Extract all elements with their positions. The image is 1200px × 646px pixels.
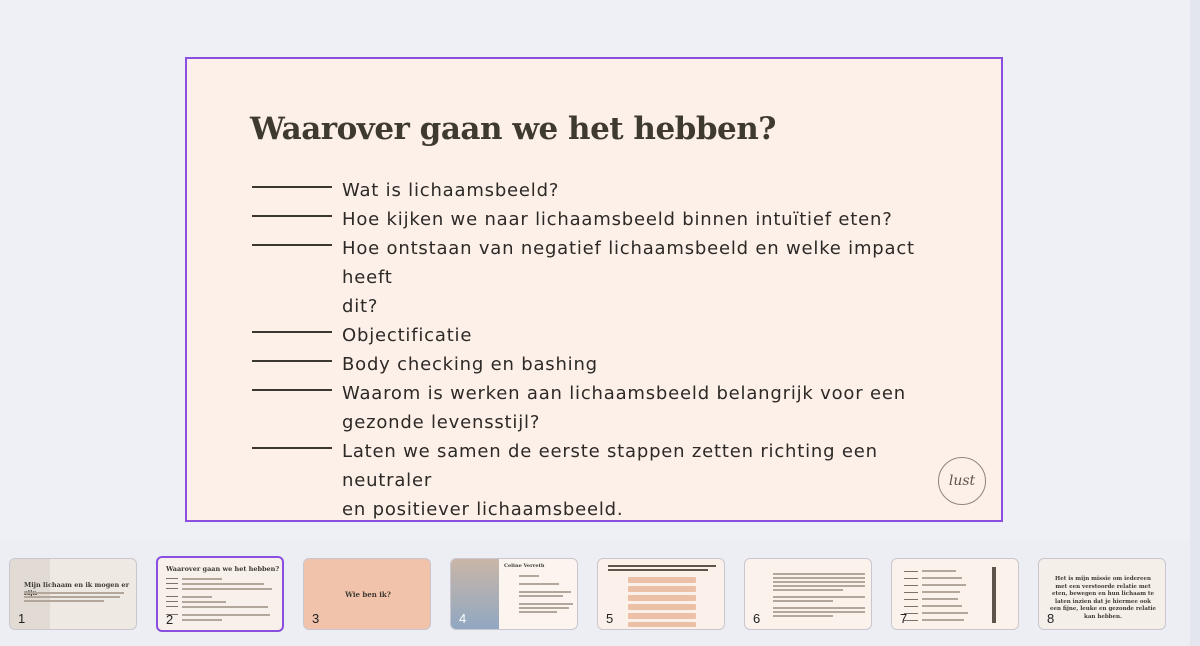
agenda-item — [252, 176, 942, 205]
agenda-rule — [252, 244, 332, 246]
thumbnail-rule — [904, 606, 918, 607]
agenda-item-text-continued: dit? — [342, 296, 379, 317]
thumbnail-text-line — [922, 584, 966, 586]
thumbnail-vertical-title — [992, 567, 996, 623]
thumbnail-block — [628, 595, 696, 601]
thumbnail-text-line — [182, 606, 268, 608]
thumbnail-rule — [166, 596, 178, 597]
agenda-item — [252, 234, 942, 321]
thumbnail-slide-2[interactable] — [156, 556, 284, 632]
slide-filmstrip — [0, 548, 1200, 646]
thumbnail-text-line — [182, 596, 212, 598]
thumbnail-text-line — [24, 600, 104, 602]
thumbnail-number: 8 — [1047, 611, 1055, 626]
thumbnail-block — [628, 613, 696, 619]
thumbnail-title: Wie ben ik? — [345, 590, 391, 599]
agenda-rule — [252, 331, 332, 333]
agenda-item-text: Objectificatie — [342, 325, 473, 346]
thumbnail-text-line — [922, 619, 964, 621]
thumbnail-text-line — [519, 595, 563, 597]
thumbnail-rule — [166, 606, 178, 607]
thumbnail-text-line — [608, 569, 708, 571]
thumbnail-text-line — [773, 600, 833, 602]
brand-logo — [938, 457, 986, 505]
thumbnail-text-line — [922, 598, 958, 600]
thumbnail-slide-4[interactable] — [450, 558, 578, 630]
agenda-rule — [252, 447, 332, 449]
agenda-item-text: Body checking en bashing — [342, 354, 598, 375]
thumbnail-slide-8[interactable] — [1038, 558, 1166, 630]
agenda-rule — [252, 360, 332, 362]
thumbnail-number: 3 — [312, 611, 320, 626]
thumbnail-text-line — [182, 601, 226, 603]
thumbnail-text-line — [519, 591, 571, 593]
thumbnail-text-line — [922, 570, 956, 572]
slide-title[interactable]: Waarover gaan we het hebben? — [250, 111, 776, 147]
thumbnail-rule — [166, 601, 178, 602]
agenda-item — [252, 379, 942, 437]
thumbnail-slide-3[interactable] — [303, 558, 431, 630]
thumbnail-rule — [904, 592, 918, 593]
thumbnail-block — [628, 622, 696, 627]
thumbnail-text-line — [182, 619, 222, 621]
thumbnail-text-line — [519, 607, 569, 609]
thumbnail-rule — [904, 585, 918, 586]
thumbnail-rule — [166, 588, 178, 589]
thumbnail-text-line — [922, 612, 968, 614]
thumbnail-text-line — [519, 611, 557, 613]
thumbnail-text-line — [773, 615, 833, 617]
thumbnail-text-line — [519, 603, 573, 605]
thumbnail-rule — [904, 599, 918, 600]
brand-logo-text: lust — [948, 473, 976, 489]
thumbnail-text-line — [24, 596, 120, 598]
agenda-item — [252, 205, 942, 234]
thumbnail-number: 2 — [166, 612, 174, 627]
thumbnail-text-line — [922, 605, 962, 607]
agenda-item-text: Hoe ontstaan van negatief lichaamsbeeld en welke impact heeft — [342, 238, 915, 288]
thumbnail-title: Waarover gaan we het hebben? — [166, 565, 280, 573]
thumbnail-slide-6[interactable] — [744, 558, 872, 630]
thumbnail-text-line — [182, 583, 264, 585]
thumbnail-title: Mijn lichaam en ik mogen er — [24, 581, 129, 589]
thumbnail-text-line — [182, 614, 270, 616]
agenda-item — [252, 350, 942, 379]
agenda-item-text: Wat is lichaamsbeeld? — [342, 180, 560, 201]
thumbnail-text-line — [922, 591, 960, 593]
thumbnail-title: Het is mijn missie om iedereen met een verstoorde relatie met eten, bewegen en hun lichaam te laten inzien dat je hiermee ook een fijne, leuke en gezonde relatie kan hebben. — [1049, 576, 1157, 620]
current-slide[interactable] — [185, 57, 1003, 522]
agenda-rule — [252, 215, 332, 217]
agenda-item-text: Hoe kijken we naar lichaamsbeeld binnen intuïtief eten? — [342, 209, 893, 230]
thumbnail-number: 5 — [606, 611, 614, 626]
thumbnail-block — [628, 586, 696, 592]
agenda-item-text: Laten we samen de eerste stappen zetten richting een neutraler — [342, 441, 878, 491]
thumbnail-rule — [166, 578, 178, 579]
thumbnail-rule — [166, 583, 178, 584]
agenda-rule — [252, 186, 332, 188]
agenda-item-text-continued: en positiever lichaamsbeeld. — [342, 499, 624, 520]
thumbnail-text-line — [773, 573, 865, 575]
thumbnail-text-line — [922, 577, 962, 579]
thumbnail-slide-1[interactable] — [9, 558, 137, 630]
thumbnail-number: 7 — [900, 611, 908, 626]
thumbnail-slide-7[interactable] — [891, 558, 1019, 630]
thumbnail-title: Celine Verreth — [504, 563, 545, 569]
thumbnail-rule — [904, 578, 918, 579]
agenda-list — [252, 176, 942, 524]
thumbnail-block — [628, 577, 696, 583]
thumbnail-text-line — [773, 596, 865, 598]
thumbnail-text-line — [24, 592, 124, 594]
thumbnail-text-line — [773, 589, 843, 591]
thumbnail-text-line — [773, 585, 865, 587]
thumbnail-text-line — [182, 578, 222, 580]
agenda-item-text-continued: gezonde levensstijl? — [342, 412, 541, 433]
thumbnail-text-line — [773, 607, 865, 609]
thumbnail-text-line — [773, 581, 865, 583]
thumbnail-slide-5[interactable] — [597, 558, 725, 630]
thumbnail-text-line — [773, 577, 865, 579]
agenda-item-text: Waarom is werken aan lichaamsbeeld belangrijk voor een — [342, 383, 906, 404]
thumbnail-number: 4 — [459, 611, 467, 626]
thumbnail-text-line — [773, 611, 865, 613]
thumbnail-text-line — [519, 583, 559, 585]
agenda-item — [252, 437, 942, 524]
thumbnail-rule — [904, 571, 918, 572]
thumbnail-text-line — [519, 575, 539, 577]
thumbnail-text-line — [182, 588, 272, 590]
thumbnail-number: 1 — [18, 611, 26, 626]
agenda-rule — [252, 389, 332, 391]
thumbnail-text-line — [608, 565, 716, 567]
thumbnail-number: 6 — [753, 611, 761, 626]
thumbnail-block — [628, 604, 696, 610]
agenda-item — [252, 321, 942, 350]
